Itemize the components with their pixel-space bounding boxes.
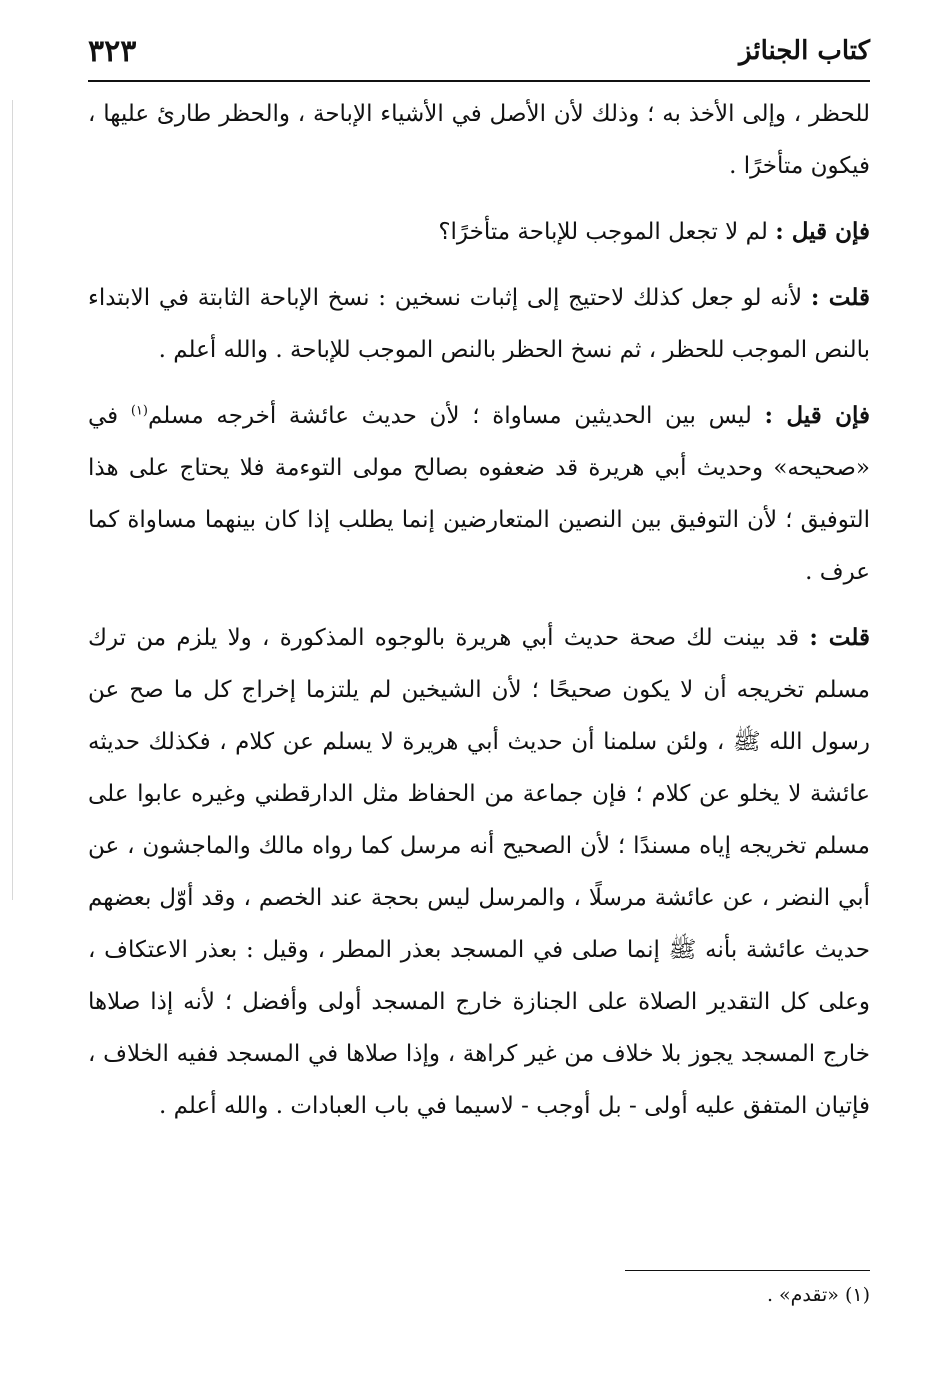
footnote-marker: (١) (130, 403, 148, 419)
paragraph-text: في «صحيحه» وحديث أبي هريرة قد ضعفوه بصالح مولى التوءمة فلا يحتاج على هذا التوفيق ؛ لأن التوفيق بين النصين المتعارضين إنما يطلب إذا كان بينهما مساواة كما عرف . (88, 403, 870, 585)
paragraph-text: لأنه لو جعل كذلك لاحتيج إلى إثبات نسخين : نسخ الإباحة الثابتة في الابتداء بالنص الموجب للحظر ، ثم نسخ الحظر بالنص الموجب للإباحة . والله أعلم . (88, 285, 870, 363)
header-rule (88, 80, 870, 82)
paragraph-text: قد بينت لك صحة حديث أبي هريرة بالوجوه المذكورة ، ولا يلزم من ترك مسلم تخريجه أن لا يكون صحيحًا ؛ لأن الشيخين لم يلتزما إخراج كل ما صح عن رسول الله ﷺ ، ولئن سلمنا أن حديث أبي هريرة لا يسلم عن كلام ، فكذلك حديثه عائشة لا يخلو عن كلام ؛ فإن جماعة من الحفاظ مثل الدارقطني وغيره عابوا على مسلم تخريجه إياه مسندًا ؛ لأن الصحيح أنه مرسل كما رواه مالك والماجشون ، عن أبي النضر ، عن عائشة مرسلًا ، والمرسل ليس بحجة عند الخصم ، وقد أوّل بعضهم حديث عائشة بأنه ﷺ إنما صلى في المسجد بعذر المطر ، وقيل : بعذر الاعتكاف ، وعلى كل التقدير الصلاة على الجنازة خارج المسجد أولى وأفضل ؛ لأنه إذا صلاها خارج المسجد يجوز بلا خلاف من غير كراهة ، وإذا صلاها في المسجد ففيه الخلاف ، فإتيان المتفق عليه أولى - بل أوجب - لاسيما في باب العبادات . والله أعلم . (88, 625, 870, 1119)
paragraph-text: لم لا تجعل الموجب للإباحة متأخرًا؟ (438, 219, 768, 245)
paragraph-4 (88, 390, 870, 598)
paragraph-lead: قلت : (809, 624, 871, 651)
paragraph-lead: قلت : (810, 284, 870, 311)
running-title: كتاب الجنائز (739, 36, 870, 66)
paragraph-3 (88, 272, 870, 376)
main-text (88, 88, 870, 1146)
paragraph-1 (88, 88, 870, 192)
paragraph-5 (88, 612, 870, 1132)
page-edge-line (12, 100, 13, 900)
paragraph-lead: فإن قيل : (775, 218, 870, 245)
paragraph-text-before-note: ليس بين الحديثين مساواة ؛ لأن حديث عائشة أخرجه مسلم (147, 403, 752, 429)
page-number: ٣٢٣ (88, 34, 137, 69)
paragraph-lead: فإن قيل : (764, 402, 870, 429)
paragraph-2 (88, 206, 870, 258)
paragraph-text: للحظر ، وإلى الأخذ به ؛ وذلك لأن الأصل في الأشياء الإباحة ، والحظر طارئ عليها ، فيكون متأخرًا . (88, 101, 870, 179)
footnote: (١) «تقدم» . (766, 1284, 870, 1306)
footnote-rule (625, 1270, 870, 1271)
page-header (88, 22, 870, 80)
document-page (88, 22, 870, 1342)
